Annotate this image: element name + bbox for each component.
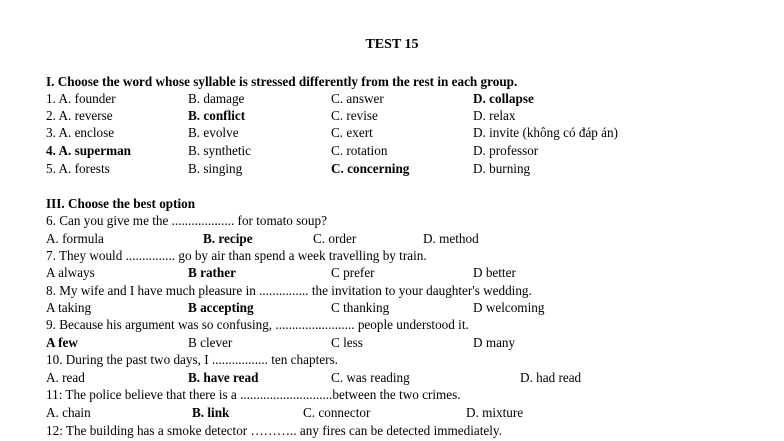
- option-a: A. chain: [46, 405, 91, 420]
- option-c-answer: C. concerning: [331, 161, 410, 176]
- section1-heading: I. Choose the word whose syllable is stressed differently from the rest in each group.: [46, 74, 518, 89]
- option-a: 1. A. founder: [46, 91, 116, 106]
- question-9: 9. Because his argument was so confusing, ........................ people understood it.: [46, 317, 469, 332]
- option-c: C. answer: [331, 91, 384, 106]
- option-c: C. order: [313, 231, 357, 246]
- option-c: C. was reading: [331, 370, 410, 385]
- option-c: C. rotation: [331, 143, 388, 158]
- option-d-answer: D. collapse: [473, 91, 534, 106]
- question-8: 8. My wife and I have much pleasure in ............... the invitation to your daughter's wedding.: [46, 283, 532, 298]
- option-d: D. method: [423, 231, 479, 246]
- question-6: 6. Can you give me the ................... for tomato soup?: [46, 213, 327, 228]
- option-d: D better: [473, 265, 516, 280]
- option-b: B. singing: [188, 161, 243, 176]
- option-d: D. invite (không có đáp án): [473, 125, 619, 140]
- option-c: C. connector: [303, 405, 371, 420]
- option-a: 5. A. forests: [46, 161, 110, 176]
- option-c: C less: [331, 335, 363, 350]
- option-a-answer: A few: [46, 335, 78, 350]
- option-d: D. relax: [473, 108, 516, 123]
- option-d: D. mixture: [466, 405, 524, 420]
- option-b: B. synthetic: [188, 143, 252, 158]
- option-d: D. professor: [473, 143, 539, 158]
- question-7: 7. They would ............... go by air than spend a week travelling by train.: [46, 248, 427, 263]
- option-b-answer: B. conflict: [188, 108, 246, 123]
- option-a: A. read: [46, 370, 85, 385]
- option-d: D many: [473, 335, 516, 350]
- option-b-answer: B accepting: [188, 300, 254, 315]
- page-title: TEST 15: [365, 37, 419, 52]
- option-c: C. exert: [331, 125, 373, 140]
- option-c: C thanking: [331, 300, 390, 315]
- option-b: B. damage: [188, 91, 245, 106]
- option-a: A always: [46, 265, 95, 280]
- question-12: 12: The building has a smoke detector ……….. any fires can be detected immediately.: [46, 423, 502, 438]
- option-a: A taking: [46, 300, 92, 315]
- option-a: 2. A. reverse: [46, 108, 113, 123]
- option-b-answer: B. recipe: [203, 231, 253, 246]
- option-b: B. evolve: [188, 125, 239, 140]
- option-b-answer: B. have read: [188, 370, 259, 385]
- option-d: D. had read: [520, 370, 582, 385]
- option-c: C prefer: [331, 265, 375, 280]
- option-c: C. revise: [331, 108, 378, 123]
- option-d: D. burning: [473, 161, 531, 176]
- option-a: 3. A. enclose: [46, 125, 115, 140]
- option-d: D welcoming: [473, 300, 545, 315]
- option-a-answer: 4. A. superman: [46, 143, 131, 158]
- option-b-answer: B rather: [188, 265, 236, 280]
- option-b-answer: B. link: [192, 405, 230, 420]
- question-11: 11: The police believe that there is a ............................between the two crimes.: [46, 387, 461, 402]
- option-b: B clever: [188, 335, 233, 350]
- option-a: A. formula: [46, 231, 104, 246]
- question-10: 10. During the past two days, I ................. ten chapters.: [46, 352, 338, 367]
- section3-heading: III. Choose the best option: [46, 196, 196, 211]
